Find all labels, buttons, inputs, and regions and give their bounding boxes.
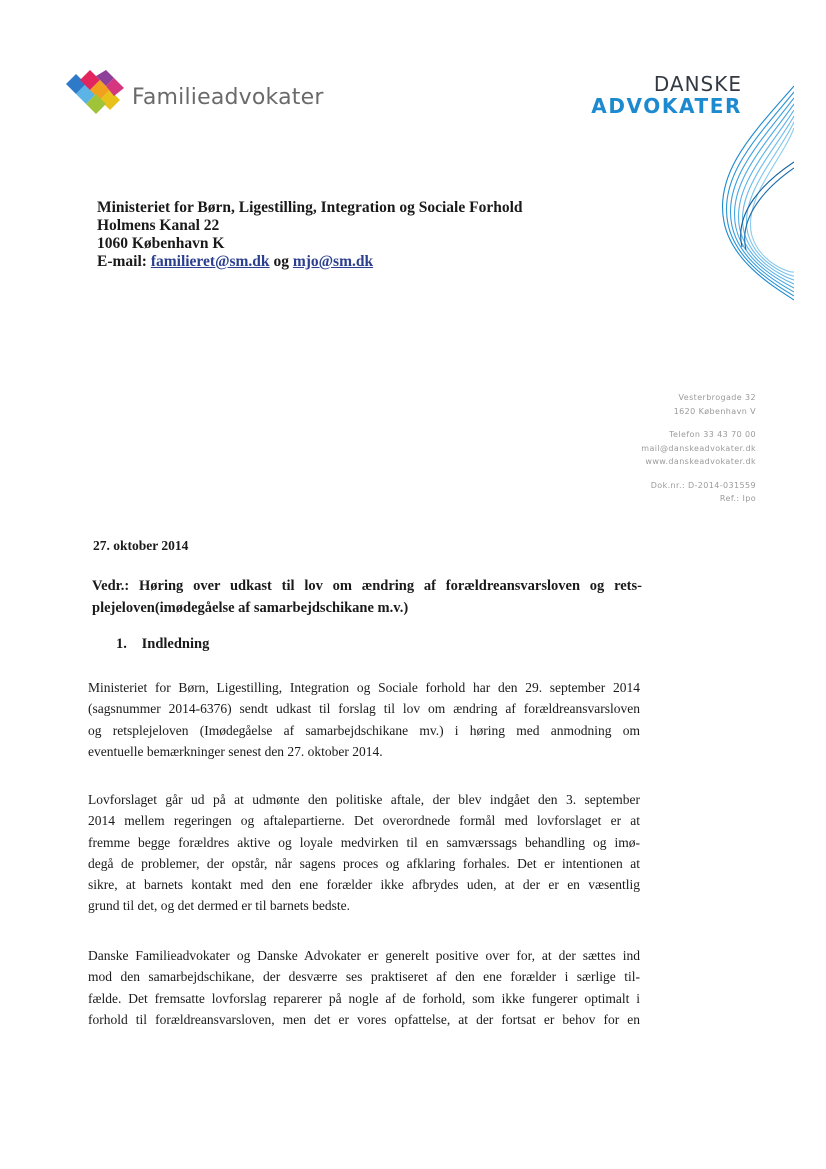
section-number: 1. (116, 636, 127, 652)
paragraph-line: grund til det, og det dermed er til barnets bedste. (88, 898, 351, 914)
familieadvokater-logo-text: Familieadvokater (132, 85, 324, 110)
paragraph-line: 2014 mellem regeringen og aftalepartierne. Det overordnede formål med lovforslaget er at (88, 813, 640, 829)
paragraph-line: (sagsnummer 2014-6376) sendt udkast til forslag til lov om ændring af forældreansvarsloven (88, 701, 640, 717)
sender-city: 1620 København V (673, 406, 756, 416)
letter-subject (92, 575, 642, 619)
sender-email: mail@danskeadvokater.dk (641, 443, 756, 453)
paragraph-line: Danske Familieadvokater og Danske Advokater er generelt positive over for, at der sættes ind (88, 948, 640, 963)
paragraph-line: mod den samarbejdschikane, der desværre ses praktiseret af den ene forælder i særlige til- (88, 969, 640, 985)
paragraph-line: eventuelle bemærkninger senest den 27. oktober 2014. (88, 743, 383, 759)
paragraph-1 (88, 677, 640, 762)
paragraph-line: sikre, at barnets kontakt med den ene forælder ikke afbrydes uden, at der er en væsentlig (88, 877, 640, 893)
danske-advokater-logo (591, 72, 794, 312)
reference: Ref.: Ipo (719, 494, 756, 503)
recipient-name: Ministeriet for Børn, Ligestilling, Integration og Sociale Forhold (97, 199, 523, 216)
paragraph-2 (88, 789, 640, 917)
recipient-street: Holmens Kanal 22 (97, 217, 220, 234)
sender-info (641, 391, 756, 506)
sender-street: Vesterbrogade 32 (678, 393, 756, 402)
recipient-email-line (97, 253, 523, 271)
paragraph-line: fremme begge forældres aktive og loyale medvirken til en samværssags behandling og imø- (88, 834, 640, 850)
letter-date: 27. oktober 2014 (93, 538, 189, 553)
recipient-city: 1060 København K (97, 235, 225, 252)
email-link-familieret[interactable]: familieret@sm.dk (150, 253, 270, 270)
familieadvokater-logo-mark-icon (66, 70, 124, 114)
email-separator: og (273, 253, 289, 270)
danske-advokater-logo-line1: DANSKE (653, 72, 742, 96)
subject-line: plejeloven(imødegåelse af samarbejdschikane m.v.) (92, 600, 409, 616)
paragraph-line: og retsplejeloven (Imødegåelse af samarbejdschikane mv.) i høring med anmodning om (88, 722, 640, 738)
paragraph-line: degå de problemer, der opstår, når sagens proces og afklaring forhales. Det er intentionen at (88, 855, 640, 871)
sender-phone: Telefon 33 43 70 00 (669, 430, 756, 439)
paragraph-line: Lovforslaget går ud på at udmønte den politiske aftale, der blev indgået den 3. september (88, 792, 640, 807)
familieadvokater-logo (66, 70, 324, 120)
document-number: Dok.nr.: D-2014-031559 (650, 480, 756, 490)
paragraph-line: forhold til forældreansvarsloven, men det er vores opfattelse, at der fortsat er behov for en (88, 1011, 640, 1027)
danske-advokater-logo-line2: ADVOKATER (591, 94, 742, 118)
paragraph-line: fælde. Det fremsatte lovforslag reparerer på nogle af de forhold, som ikke fungerer optimalt i (88, 990, 640, 1006)
section-title: Indledning (141, 636, 210, 652)
paragraph-line: Ministeriet for Børn, Ligestilling, Integration og Sociale forhold har den 29. september 2014 (88, 680, 640, 695)
sender-web: www.danskeadvokater.dk (645, 457, 756, 466)
recipient-address (97, 199, 523, 271)
subject-line: Vedr.: Høring over udkast til lov om ændring af forældreansvarsloven og rets- (92, 578, 642, 594)
paragraph-3 (88, 945, 640, 1030)
danske-advokater-swoosh-icon (714, 72, 794, 312)
email-link-mjo[interactable]: mjo@sm.dk (292, 253, 374, 270)
email-label: E-mail: (97, 253, 147, 270)
section-heading (116, 636, 209, 653)
